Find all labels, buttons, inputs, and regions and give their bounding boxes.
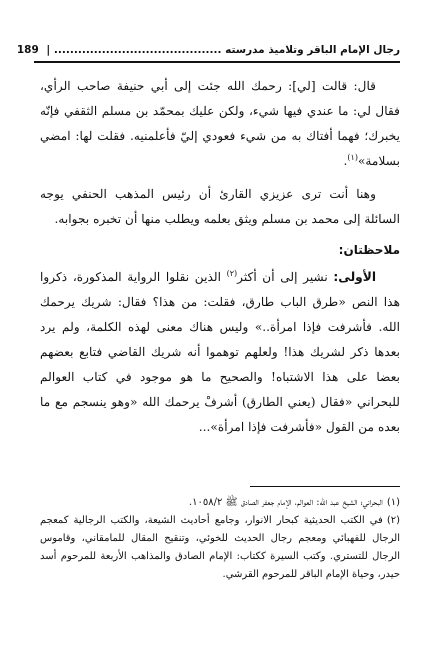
footnote-1-number: (١) xyxy=(386,497,400,508)
paragraph-quote xyxy=(40,74,400,174)
paragraph-note-first xyxy=(40,265,400,440)
footnote-1-text: البحراني؛ الشيخ عبد الله: العوالم، الإمام جعفر الصادق ﷺ ١٠٥٨/٢. xyxy=(188,497,383,508)
footnote-ref-1: (١) xyxy=(347,152,358,162)
header-separator: | xyxy=(46,44,51,56)
footnote-rule xyxy=(250,486,400,487)
page-number: 189 xyxy=(16,44,39,56)
footnotes xyxy=(40,494,400,584)
note-first-text-b: الذين نقلوا الرواية المذكورة، ذكروا هذا النص «طرق الباب طارق، فقلت: من هذا؟ فقال: شريك يرحمك الله. فأشرفت فإذا امرأة..» وليس هناك معنى لهذه الكلمة، ولم يرد بعدها ذكر لشريك هذا! ولعلهم توهموا أنه شريك القاضي فتابع بعضهم بعضا على هذا الاشتباه! والصحيح ما هو موجود في كتاب العوالم للبحراني «فقال (يعني الطارق) أشرفْ يرحمك الله «وهو ينسجم مع ما بعده من القول «فأشرفت فإذا امرأة»... xyxy=(40,270,400,434)
paragraph-quote-end: . xyxy=(343,154,348,168)
footnote-2 xyxy=(40,512,400,584)
main-text xyxy=(40,74,400,440)
paragraph-commentary: وهنا أنت ترى عزيزي القارئ أن رئيس المذهب الحنفي يوجه السائلة إلى محمد بن مسلم ويثق بعلمه ويطلب منها أن تخبره بجوابه. xyxy=(40,187,400,226)
notes-heading: ملاحظتان: xyxy=(338,243,400,257)
footnote-1 xyxy=(40,494,400,512)
header-rule xyxy=(34,61,400,63)
note-first-text-a: نشير إلى أن أكثر xyxy=(237,270,334,284)
note-first-label: الأولى: xyxy=(333,270,376,284)
running-header xyxy=(16,40,400,60)
header-leader-dots: .......................................... xyxy=(53,44,222,56)
footnote-2-number: (٢) xyxy=(386,515,400,526)
header-title: رجال الإمام الباقر وتلاميذ مدرسته xyxy=(225,44,400,56)
footnote-2-text: في الكتب الحديثية كبحار الانوار، وجامع أحاديث الشيعة، والكتب الرجالية كمعجم الرجال للفهبائي ومعجم رجال الحديث للخوئي، وتنقيح المقال للمامقاني، وقاموس الرجال للتستري. وكتب السيرة ككتاب: الإمام الصادق والمذاهب الأربعة للمرحوم أسد حيدر، وحياة الإمام الباقر للمرحوم القرشي. xyxy=(40,515,400,580)
footnote-ref-2: (٢) xyxy=(226,268,238,278)
paragraph-quote-text: قال: قالت [لي]: رحمك الله جئت إلى أبي حنيفة صاحب الرأي، فقال لي: ما عندي فيها شيء، ولكن عليك بمحمّد بن مسلم الثقفي فإنّه يخبرك؛ فهما أفتاك به من شيء فعودي إليّ فأعلمنيه. فقلت لها: امضي بسلامة» xyxy=(40,79,400,168)
